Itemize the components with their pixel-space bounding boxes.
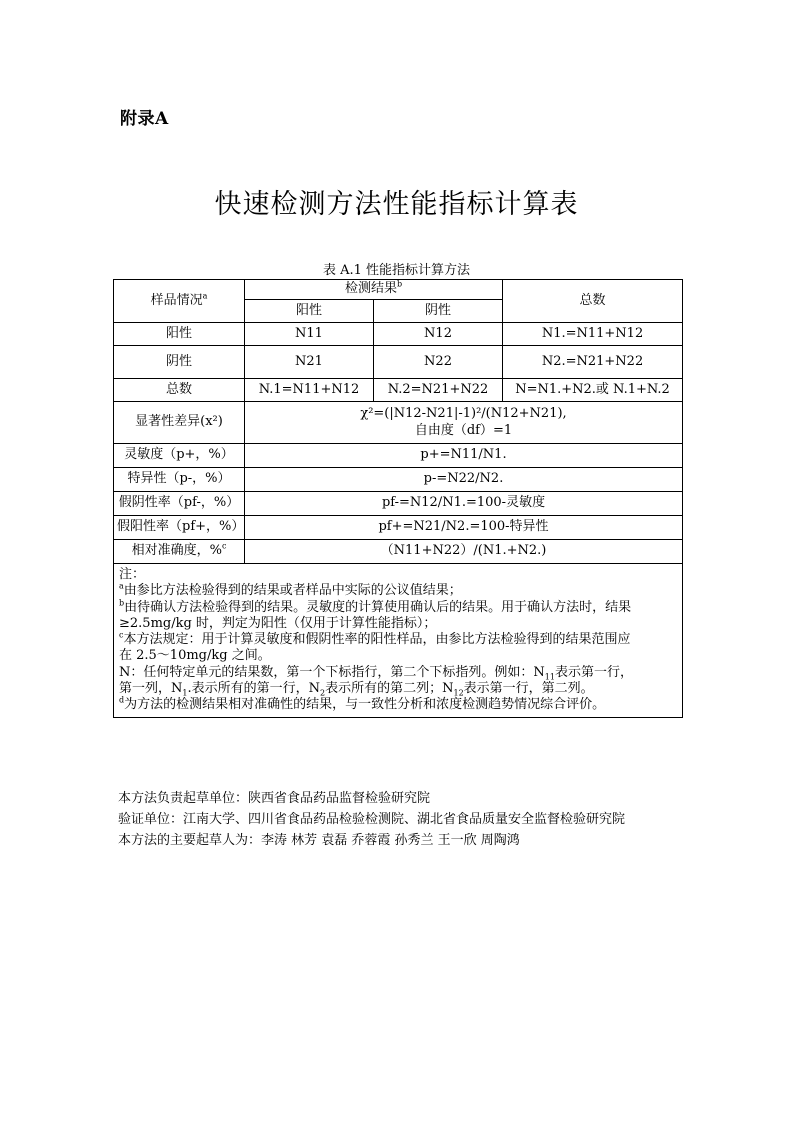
table-cell: N.1=N11+N12 xyxy=(245,379,374,402)
table-cell: N2.=N21+N22 xyxy=(503,346,683,379)
table-cell: N=N1.+N2.或 N.1+N.2 xyxy=(503,379,683,402)
drafting-unit: 本方法负责起草单位：陕西省食品药品监督检验研究院 xyxy=(118,791,431,806)
note-b-cont: ≥2.5mg/kg 时，判定为阳性（仅用于计算性能指标）； xyxy=(119,615,437,631)
table-row xyxy=(114,468,683,492)
drafting-info xyxy=(118,788,625,851)
document-title: 快速检测方法性能指标计算表 xyxy=(214,189,579,220)
note-c: $^c$本方法规定：用于计算灵敏度和假阴性率的阳性样品，由参比方法检验得到的结果范围应 xyxy=(119,630,631,647)
performance-table xyxy=(113,279,683,718)
footnote-mark-a: a xyxy=(202,291,208,301)
appendix-label: 附录A xyxy=(120,109,169,129)
note-n: N：任何特定单元的结果数，第一个下标指行，第二个下标指列。例如：$N_{11}$表示第一行， xyxy=(119,664,633,682)
row-label: 假阳性率（pf+，%） xyxy=(114,516,245,540)
header-positive-cell: 阳性 xyxy=(245,300,374,323)
table-caption: 表 A.1 性能指标计算方法 xyxy=(322,263,471,278)
note-d: $^d$为方法的检测结果相对准确性的结果，与一致性分析和浓度检测趋势情况综合评价。 xyxy=(119,695,606,712)
row-label: 假阴性率（pf-，%） xyxy=(114,492,245,516)
formula-cell: （N11+N22）/(N1.+N2.) xyxy=(245,540,683,564)
chi-formula: χ²=(|N12-N21|-1)²/(N12+N21), xyxy=(360,406,567,422)
table-row xyxy=(114,516,683,540)
footnote-mark-c: c xyxy=(221,542,227,552)
footnote-mark-b: b xyxy=(396,280,403,290)
table-row xyxy=(114,379,683,402)
table-row xyxy=(114,323,683,346)
note-n-cont: 第一列，$N_1$.表示所有的第一行，$N_2$表示所有的第二列；$N_{12}$表示第一行，第二列。 xyxy=(119,680,594,698)
row-label: 灵敏度（p+，%） xyxy=(114,444,245,468)
table-row xyxy=(114,346,683,379)
table-cell: N1.=N11+N12 xyxy=(503,323,683,346)
formula-cell: p+=N11/N1. xyxy=(245,444,683,468)
note-c-cont: 在 2.5～10mg/kg 之间。 xyxy=(119,648,271,664)
header-total-cell: 总数 xyxy=(503,280,683,323)
table-cell: N12 xyxy=(374,323,503,346)
table-row xyxy=(114,540,683,564)
formula-cell: p-=N22/N2. xyxy=(245,468,683,492)
note-b: $^b$由待确认方法检验得到的结果。灵敏度的计算使用确认后的结果。用于确认方法时，结果 xyxy=(119,598,632,615)
table-cell: N.2=N21+N22 xyxy=(374,379,503,402)
header-negative-cell: 阴性 xyxy=(374,300,503,323)
row-label: 阴性 xyxy=(114,346,245,379)
table-notes xyxy=(114,564,683,718)
table-row xyxy=(114,444,683,468)
table-cell: N11 xyxy=(245,323,374,346)
table-cell: N22 xyxy=(374,346,503,379)
table-row xyxy=(114,402,683,444)
formula-cell: pf+=N21/N2.=100-特异性 xyxy=(245,516,683,540)
main-drafters: 本方法的主要起草人为：李涛 林芳 袁磊 乔蓉霞 孙秀兰 王一欣 周陶鸿 xyxy=(118,833,520,848)
header-sample-cell: 样品情况$^a$ xyxy=(114,280,245,323)
row-label: 显著性差异(x²) xyxy=(114,402,245,444)
degrees-of-freedom: 自由度（df）=1 xyxy=(414,422,513,438)
notes-heading: 注： xyxy=(119,567,146,582)
row-label: 阳性 xyxy=(114,323,245,346)
row-label: 总数 xyxy=(114,379,245,402)
formula-cell: pf-=N12/N1.=100-灵敏度 xyxy=(245,492,683,516)
chi-formula-cell xyxy=(245,402,683,444)
table-cell: N21 xyxy=(245,346,374,379)
row-label: 相对准确度，%$^c$ xyxy=(114,540,245,564)
note-a: $^a$由参比方法检验得到的结果或者样品中实际的公议值结果； xyxy=(119,581,462,599)
table-row xyxy=(114,492,683,516)
header-result-cell: 检测结果$^b$ xyxy=(245,280,503,300)
verification-units: 验证单位：江南大学、四川省食品药品检验检测院、湖北省食品质量安全监督检验研究院 xyxy=(118,812,626,827)
row-label: 特异性（p-，%） xyxy=(114,468,245,492)
